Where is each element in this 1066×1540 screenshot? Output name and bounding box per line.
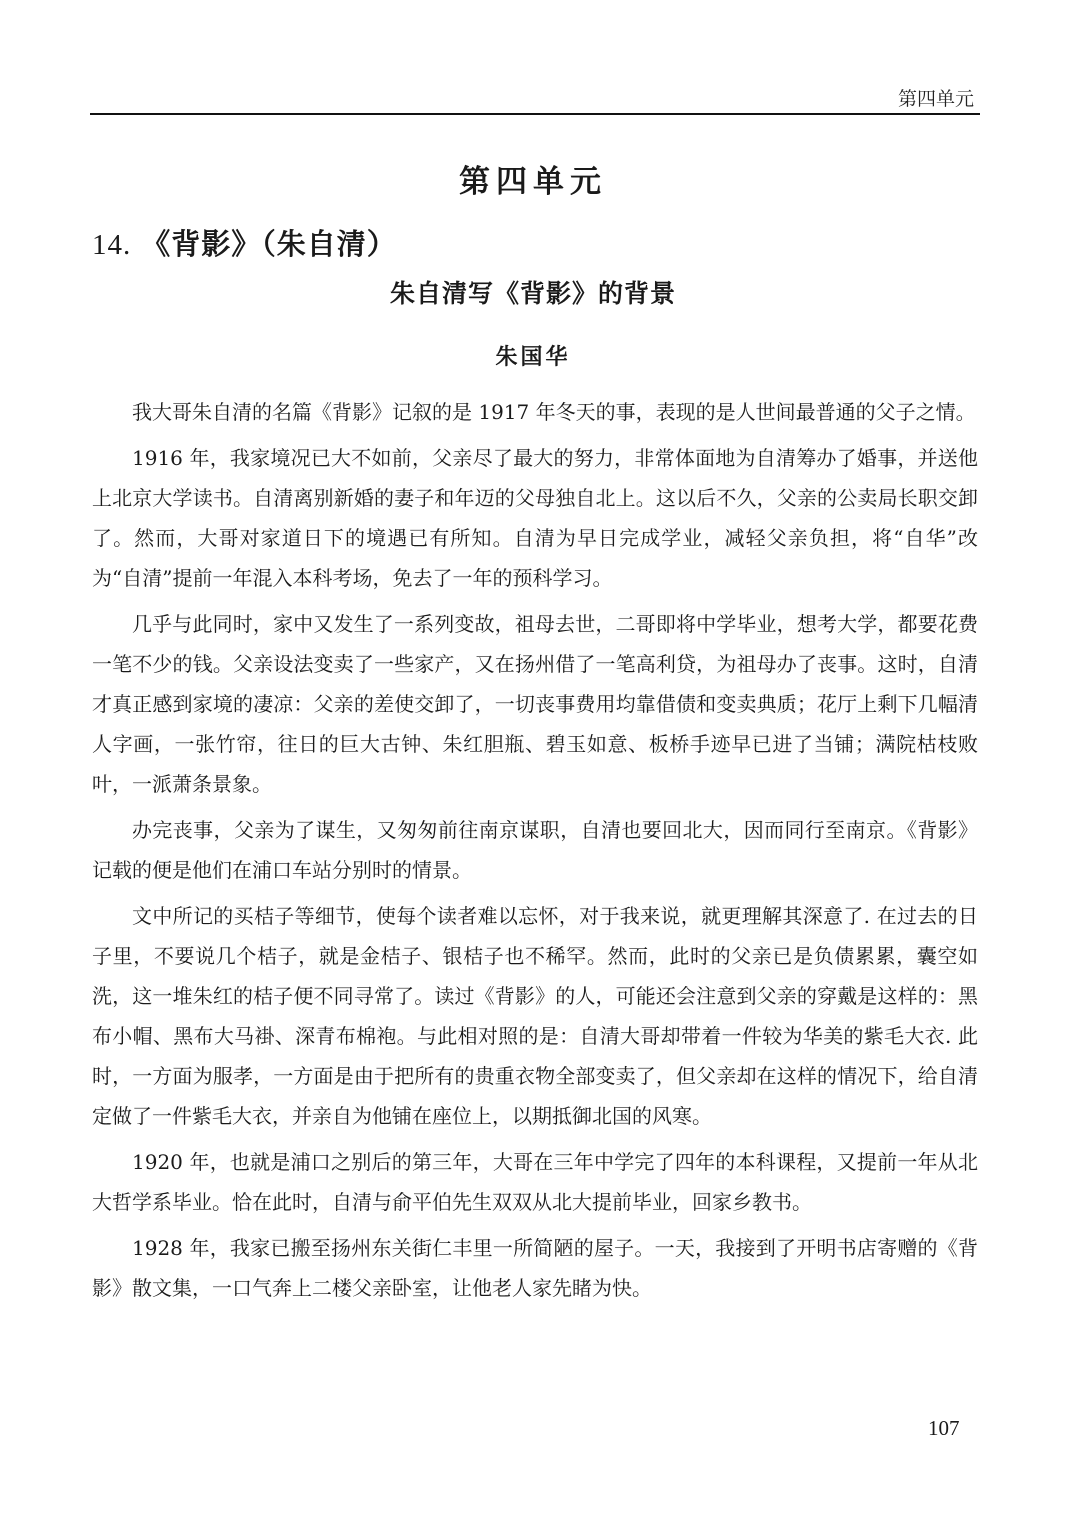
page-number: 107 (928, 1416, 960, 1440)
paragraph: 我大哥朱自清的名篇《背影》记叙的是 1917 年冬天的事，表现的是人世间最普通的父子之情。 (132, 400, 976, 424)
article-title: 朱自清写《背影》的背景 (389, 279, 676, 308)
lesson-number: 14. (92, 229, 132, 261)
paragraph: 1916 年，我家境况已大不如前，父亲尽了最大的努力，非常体面地为自清筹办了婚事，并送他上北京大学读书。自清离别新婚的妻子和年迈的父母独自北上。这以后不久，父亲的公卖局长职交卸了。然而，大哥对家道日下的境遇已有所知。自清为早日完成学业，减轻父亲负担，将“自华”改为“自清”提前一年混入本科考场，免去了一年的预科学习。 (92, 446, 978, 590)
paragraph: 1920 年，也就是浦口之别后的第三年，大哥在三年中学完了四年的本科课程，又提前一年从北大哲学系毕业。恰在此时，自清与俞平伯先生双双从北大提前毕业，回家乡教书。 (92, 1150, 978, 1214)
running-head: 第四单元 (898, 88, 975, 110)
paragraph: 几乎与此同时，家中又发生了一系列变故，祖母去世，二哥即将中学毕业，想考大学，都要花费一笔不少的钱。父亲设法变卖了一些家产，又在扬州借了一笔高利贷，为祖母办了丧事。这时，自清才真正感到家境的凄凉：父亲的差使交卸了，一切丧事费用均靠借债和变卖典质；花厅上剩下几幅清人字画，一张竹帘，往日的巨大古钟、朱红胆瓶、碧玉如意、板桥手迹早已进了当铺；满院枯枝败叶，一派萧条景象。 (92, 612, 978, 796)
lesson-title (92, 222, 397, 263)
paragraph: 1928 年，我家已搬至扬州东关街仁丰里一所简陋的屋子。一天，我接到了开明书店寄赠的《背影》散文集，一口气奔上二楼父亲卧室，让他老人家先睹为快。 (92, 1236, 978, 1300)
paragraph: 办完丧事，父亲为了谋生，又匆匆前往南京谋职，自清也要回北大，因而同行至南京。《背影》记载的便是他们在浦口车站分别时的情景。 (92, 818, 978, 882)
unit-title: 第四单元 (459, 164, 607, 200)
article-body (92, 392, 978, 1314)
lesson-title-text: 《背影》（朱自清） (141, 227, 397, 261)
header-rule (90, 113, 980, 115)
paragraph: 文中所记的买桔子等细节，使每个读者难以忘怀，对于我来说，就更理解其深意了. 在过去的日子里，不要说几个桔子，就是金桔子、银桔子也不稀罕。然而，此时的父亲已是负债累累，囊空如洗，这一堆朱红的桔子便不同寻常了。读过《背影》的人，可能还会注意到父亲的穿戴是这样的：黑布小帽、黑布大马褂、深青布棉袍。与此相对照的是：自清大哥却带着一件较为华美的紫毛大衣. 此时，一方面为服孝，一方面是由于把所有的贵重衣物全部变卖了，但父亲却在这样的情况下，给自清定做了一件紫毛大衣，并亲自为他铺在座位上，以期抵御北国的风寒。 (92, 904, 978, 1128)
article-author: 朱国华 (495, 345, 571, 370)
